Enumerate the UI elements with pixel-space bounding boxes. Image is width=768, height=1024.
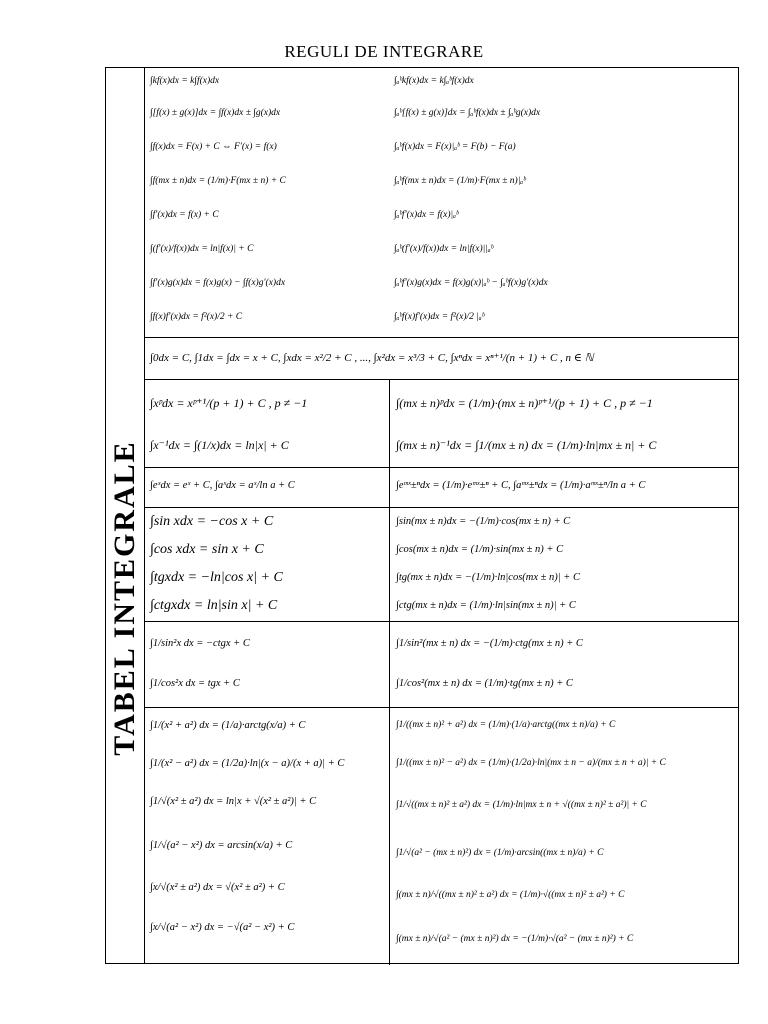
trig2-right: ∫1/sin²(mx ± n) dx = −(1/m)·ctg(mx ± n) + C: [396, 638, 583, 649]
trig-section: [144, 508, 738, 622]
rule-left: ∫f(x)f′(x)dx = f²(x)/2 + C: [150, 312, 243, 322]
basic-section: [144, 338, 738, 380]
power-left: ∫xᵖdx = xᵖ⁺¹/(p + 1) + C , p ≠ −1: [150, 396, 308, 410]
special-right: ∫1/√((mx ± n)² ± a²) dx = (1/m)·ln|mx ± n + √((mx ± n)² ± a²)| + C: [396, 800, 647, 810]
trig2-left: ∫1/cos²x dx = tgx + C: [150, 678, 240, 689]
power-left: ∫x⁻¹dx = ∫(1/x)dx = ln|x| + C: [150, 438, 289, 452]
basic-integrals: ∫0dx = C, ∫1dx = ∫dx = x + C, ∫xdx = x²/2 + C , ..., ∫x²dx = x³/3 + C, ∫xⁿdx = xⁿ⁺¹/(n + 1) + C , n ∈ ℕ: [150, 352, 594, 364]
rules-section: [144, 68, 738, 338]
rule-right: ∫ₐᵇkf(x)dx = k∫ₐᵇf(x)dx: [394, 76, 474, 86]
trig-right: ∫sin(mx ± n)dx = −(1/m)·cos(mx ± n) + C: [396, 516, 571, 527]
special-right: ∫1/√(a² − (mx ± n)²) dx = (1/m)·arcsin((mx ± n)/a) + C: [396, 848, 604, 858]
special-right: ∫1/((mx ± n)² − a²) dx = (1/m)·(1/2a)·ln|(mx ± n − a)/(mx ± n + a)| + C: [396, 758, 666, 768]
special-right: ∫(mx ± n)/√(a² − (mx ± n)²) dx = −(1/m)·√(a² − (mx ± n)²) + C: [396, 934, 634, 944]
trig-right: ∫ctg(mx ± n)dx = (1/m)·ln|sin(mx ± n)| + C: [396, 600, 576, 611]
column-divider: [389, 380, 390, 467]
column-divider: [389, 622, 390, 707]
power-right: ∫(mx ± n)ᵖdx = (1/m)·(mx ± n)ᵖ⁺¹/(p + 1) + C , p ≠ −1: [396, 396, 653, 410]
exp-left: ∫eˣdx = eˣ + C, ∫aˣdx = aˣ/ln a + C: [150, 480, 295, 491]
special-left: ∫x/√(x² ± a²) dx = √(x² ± a²) + C: [150, 882, 285, 893]
trig-left: ∫cos xdx = sin x + C: [150, 542, 264, 557]
trig-right: ∫cos(mx ± n)dx = (1/m)·sin(mx ± n) + C: [396, 544, 564, 555]
side-label: TABEL INTEGRALE: [108, 440, 141, 756]
special-section: [144, 708, 738, 965]
special-left: ∫1/√(x² ± a²) dx = ln|x + √(x² ± a²)| + C: [150, 796, 317, 807]
rule-right: ∫ₐᵇf′(x)dx = f(x)|ₐᵇ: [394, 210, 459, 220]
rule-left: ∫f(mx ± n)dx = (1/m)·F(mx ± n) + C: [150, 176, 286, 186]
rule-right: ∫ₐᵇf(x)f′(x)dx = f²(x)/2 |ₐᵇ: [394, 312, 485, 322]
side-column: [106, 68, 145, 963]
rules-indefinite: [150, 68, 386, 337]
rule-right: ∫ₐᵇf(x)dx = F(x)|ₐᵇ = F(b) − F(a): [394, 142, 516, 152]
rule-right: ∫ₐᵇf(mx ± n)dx = (1/m)·F(mx ± n)|ₐᵇ: [394, 176, 526, 186]
column-divider: [389, 508, 390, 621]
column-divider: [389, 708, 390, 965]
exp-right: ∫eᵐˣ±ⁿdx = (1/m)·eᵐˣ±ⁿ + C, ∫aᵐˣ±ⁿdx = (1/m)·aᵐˣ±ⁿ/ln a + C: [396, 480, 646, 491]
trig-left: ∫sin xdx = −cos x + C: [150, 514, 274, 529]
trig-right: ∫tg(mx ± n)dx = −(1/m)·ln|cos(mx ± n)| + C: [396, 572, 581, 583]
trig2-left: ∫1/sin²x dx = −ctgx + C: [150, 638, 250, 649]
power-right: ∫(mx ± n)⁻¹dx = ∫1/(mx ± n) dx = (1/m)·ln|mx ± n| + C: [396, 438, 657, 452]
rule-right: ∫ₐᵇ[f(x) ± g(x)]dx = ∫ₐᵇf(x)dx ± ∫ₐᵇg(x)dx: [394, 108, 541, 118]
rules-definite: [394, 68, 734, 337]
rule-left: ∫f′(x)g(x)dx = f(x)g(x) − ∫f(x)g′(x)dx: [150, 278, 286, 288]
rule-left: ∫f(x)dx = F(x) + C ⇔ F′(x) = f(x): [150, 142, 277, 152]
trig-left: ∫ctgxdx = ln|sin x| + C: [150, 598, 278, 613]
exp-section: [144, 468, 738, 508]
table-content: [144, 68, 738, 963]
column-divider: [389, 468, 390, 507]
rule-left: ∫f′(x)dx = f(x) + C: [150, 210, 219, 220]
page-title: REGULI DE INTEGRARE: [284, 42, 484, 61]
power-section: [144, 380, 738, 468]
trig-left: ∫tgxdx = −ln|cos x| + C: [150, 570, 283, 585]
special-left: ∫1/(x² − a²) dx = (1/2a)·ln|(x − a)/(x + a)| + C: [150, 758, 345, 769]
integral-table: [105, 67, 739, 964]
rule-right: ∫ₐᵇf′(x)g(x)dx = f(x)g(x)|ₐᵇ − ∫ₐᵇf(x)g′(x)dx: [394, 278, 548, 288]
rule-right: ∫ₐᵇ(f′(x)/f(x))dx = ln|f(x)||ₐᵇ: [394, 244, 494, 254]
special-left: ∫1/√(a² − x²) dx = arcsin(x/a) + C: [150, 840, 293, 851]
trig2-right: ∫1/cos²(mx ± n) dx = (1/m)·tg(mx ± n) + C: [396, 678, 573, 689]
special-right: ∫(mx ± n)/√((mx ± n)² ± a²) dx = (1/m)·√((mx ± n)² ± a²) + C: [396, 890, 625, 900]
special-left: ∫x/√(a² − x²) dx = −√(a² − x²) + C: [150, 922, 295, 933]
rule-left: ∫(f′(x)/f(x))dx = ln|f(x)| + C: [150, 244, 254, 254]
rule-left: ∫kf(x)dx = k∫f(x)dx: [150, 76, 220, 86]
trig2-section: [144, 622, 738, 708]
special-left: ∫1/(x² + a²) dx = (1/a)·arctg(x/a) + C: [150, 720, 306, 731]
rule-left: ∫[f(x) ± g(x)]dx = ∫f(x)dx ± ∫g(x)dx: [150, 108, 281, 118]
special-right: ∫1/((mx ± n)² + a²) dx = (1/m)·(1/a)·arctg((mx ± n)/a) + C: [396, 720, 616, 730]
